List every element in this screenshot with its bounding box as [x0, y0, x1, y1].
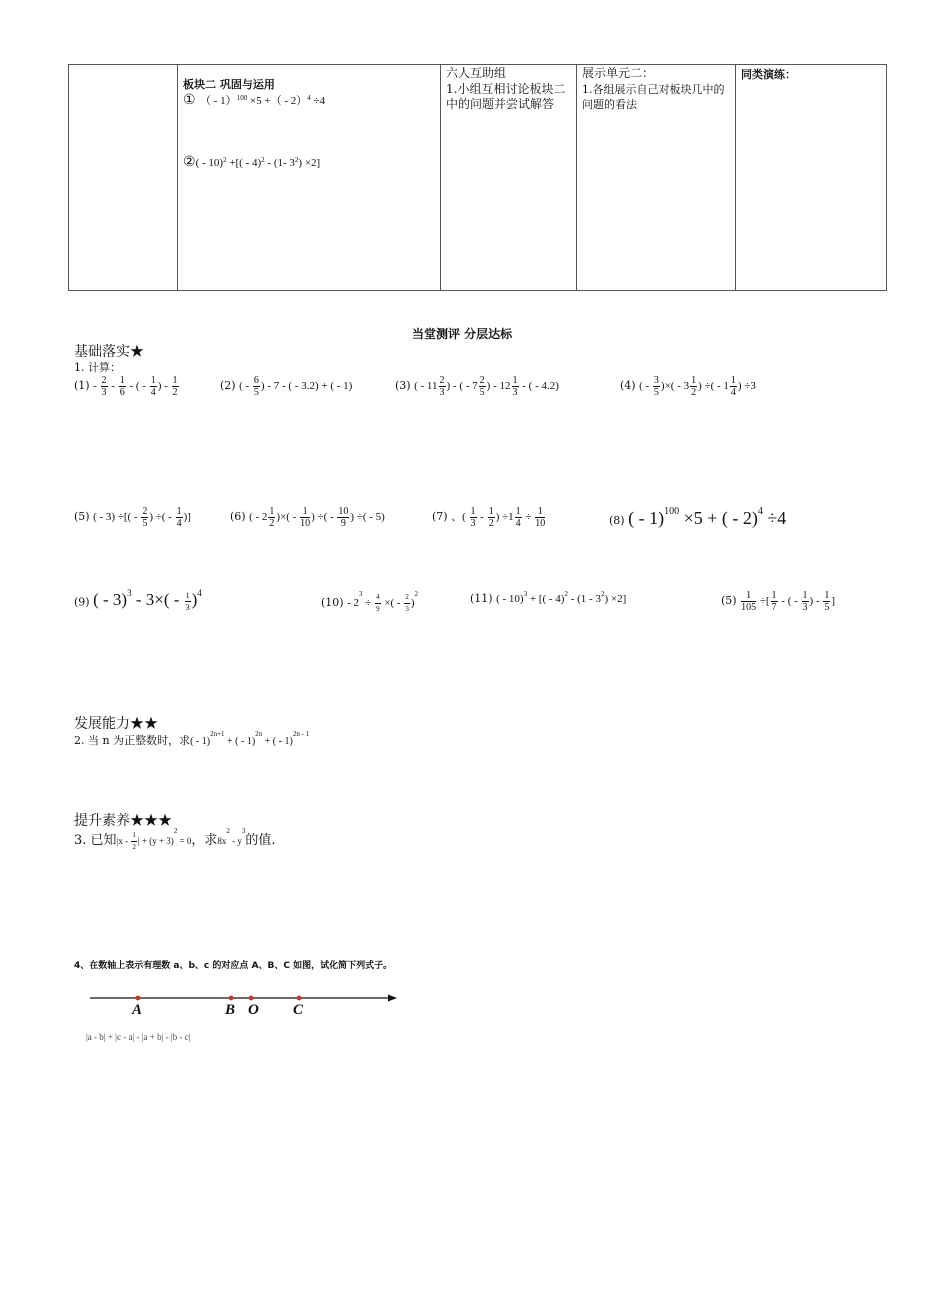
expression-1: ① （ - 1）$^{100}$ ×5 +（ - 2）$^4$ ÷4: [183, 92, 326, 108]
problem-9: (9) ( - 3)$^3$ - 3×( - $\frac{1}{3}$ )$^4$: [74, 588, 202, 612]
group-title: 六人互助组: [446, 66, 507, 80]
label-c: C: [293, 1002, 304, 1018]
problem-8: (8) ( - 1)$^{100}$ ×5 + ( - 2)$^4$ ÷4: [609, 506, 787, 528]
problem-12: (5) $\frac{1}{105}$ ÷[ $\frac{1}{7}$ - ( - $\frac{1}{3}$ ) - $\frac{1}{5}$ ]: [721, 590, 836, 613]
problem-11: (11) ( - 10)$^3$ + [( - $4)^2 - (1 - 3^2) \times 2$]: [470, 590, 627, 605]
problem-2: (2) ( - $\frac{6}{5}$ ) - 7 - ( - 3.2) + ( - 1): [220, 375, 353, 398]
point-b: [229, 996, 234, 1001]
problem-10: $(10) - 2^3$ ÷ $\frac{4}{9}$ ×( - $\frac{2}{3}$ )$^2$: [321, 590, 419, 613]
point-o: [249, 996, 254, 1001]
section-title: 当堂测评 分层达标: [412, 327, 513, 341]
problem-5: (5) ( - 3) ÷[( - $\frac{2}{5}$ ) ÷( - $\frac{1}{4}$ )]: [74, 506, 191, 529]
table-divider: [735, 65, 736, 290]
group-instruction: 1.小组互相讨论板块二中的问题并尝试解答: [446, 82, 566, 111]
question4-text: 4、在数轴上表示有理数 a、b、c 的对应点 A、B、C 如图，试化简下列式子。: [74, 961, 393, 971]
problem-6: (6) ( - 2 $\frac{1}{2}$ )×( - $\frac{1}{10}$ ) ÷( - $\frac{10}{9}$ ) ÷( - 5): [230, 506, 385, 529]
problem-1: (1) - $\frac{2}{3}$ - $\frac{1}{6}$ - ( - $\frac{1}{4}$ ) - $\frac{1}{2}$: [74, 375, 178, 398]
question1-label: 1. 计算：: [74, 361, 121, 374]
expression-2: ②( - 10)$^2$ +[( - 4)$^2$ - (1- $3^2) \times 2$]: [183, 154, 321, 170]
question4-expression: |a - b| + |c - a| - |a + b| - |b - c|: [86, 1032, 191, 1042]
practice-title: 同类演练：: [741, 68, 796, 81]
label-a: A: [132, 1002, 143, 1018]
problem-4: (4) ( - $\frac{3}{5}$ )×( - 3 $\frac{1}{2}$ ) ÷( - 1 $\frac{1}{4}$ ) ÷3: [620, 375, 756, 398]
table-divider: [576, 65, 577, 290]
level1-heading: 基础落实★: [74, 344, 144, 360]
point-c: [297, 996, 302, 1001]
problem-3: (3) ( - 11 $\frac{2}{3}$ ) - ( - 7 $\frac{2}{5}$ ) - 12 $\frac{1}{3}$ - ( - 4.2): [395, 375, 559, 398]
label-o: O: [248, 1002, 259, 1018]
display-instruction: 1.各组展示自己对板块几中的问题的看法: [582, 83, 725, 111]
display-title: 展示单元二：: [582, 66, 655, 80]
question2: 2. 当 n 为正整数时，求( - 1)$^{2n+1}$ + ( - 1)$^{2n}$ + ( - 1)$^{2n - 1}$: [74, 730, 310, 747]
table-divider: [440, 65, 441, 290]
point-a: [136, 996, 141, 1001]
axis-arrow-icon: [388, 995, 397, 1002]
level2-heading: 发展能力★★: [74, 716, 158, 732]
question3: 3. 已知|x - $\frac{1}{2}$ | + $(y + 3)^2 = 0$，求$8x^2 - y^3$的值.: [74, 827, 276, 852]
problem-7: (7) 、( $\frac{1}{3}$ - $\frac{1}{2}$ ) ÷1 $\frac{1}{4}$ ÷ $\frac{1}{10}$: [432, 506, 546, 529]
lesson-table: [68, 64, 887, 291]
label-b: B: [225, 1002, 236, 1018]
level3-heading: 提升素养★★★: [74, 813, 172, 829]
table-divider: [177, 65, 178, 290]
block-two-title: 板块二 巩固与运用: [183, 78, 275, 91]
